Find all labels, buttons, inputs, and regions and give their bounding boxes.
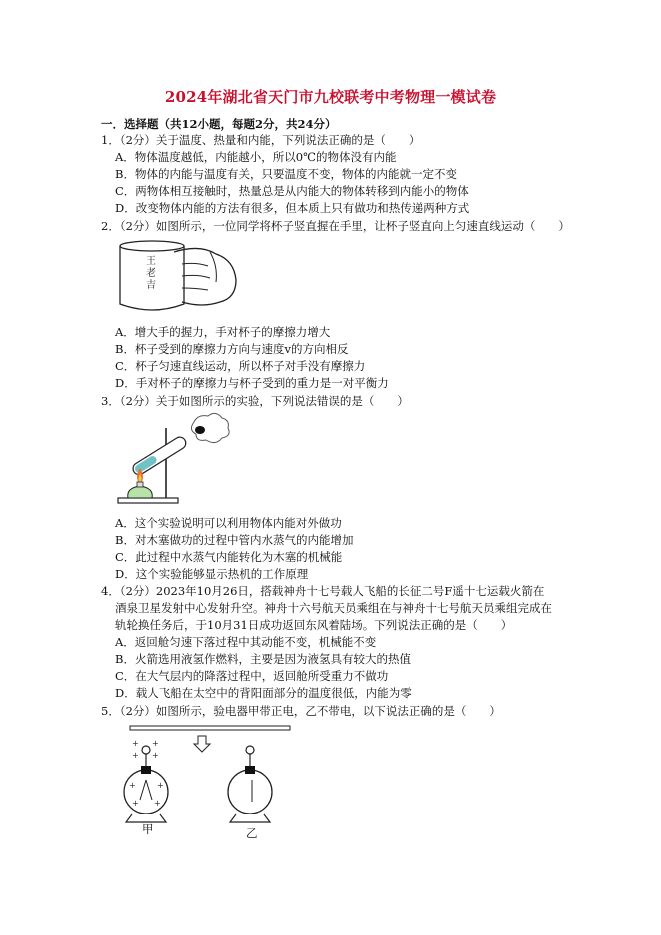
down-arrow-icon [194, 736, 210, 752]
q4-option-c: C．在大气层内的降落过程中，返回舱所受重力不做功 [115, 669, 389, 683]
q3-option-c: C．此过程中水蒸气内能转化为木塞的机械能 [115, 550, 343, 564]
section-heading: 一．选择题（共12小题，每题2分，共24分） [101, 117, 337, 131]
q4-option-a: A．返回舱匀速下落过程中其动能不变，机械能不变 [115, 635, 377, 649]
q4-option-d: D．载人飞船在太空中的背阳面部分的温度很低，内能为零 [115, 686, 412, 700]
q1-option-c: C．两物体相互接触时，热量总是从内能大的物体转移到内能小的物体 [115, 184, 469, 198]
svg-text:+: + [154, 799, 161, 808]
svg-text:+: + [132, 799, 139, 808]
electroscope-yi [228, 746, 272, 822]
svg-text:+: + [152, 739, 159, 748]
test-tube-steam-figure [112, 412, 232, 510]
q4-stem-line-2: 酒泉卫星发射中心发射升空。神舟十六号航天员乘组在与神舟十七号航天员乘组完成在 [115, 601, 552, 615]
q3-option-d: D．这个实验能够显示热机的工作原理 [115, 567, 309, 581]
q5-stem: 5．（2分）如图所示，验电器甲带正电，乙不带电，以下说法正确的是（ ） [101, 704, 501, 718]
q4-stem-line-1: 4．（2分）2023年10月26日，搭载神舟十七号载人飞船的长征二号F遥十七运载火箭在 [101, 584, 545, 598]
q2-stem: 2．（2分）如图所示，一位同学将杯子竖直握在手里，让杯子竖直向上匀速直线运动（ ） [101, 219, 570, 233]
svg-text:+: + [157, 781, 164, 790]
cup-in-hand-figure [112, 238, 244, 318]
electroscope-jia [124, 739, 168, 822]
q3-option-b: B．对木塞做功的过程中管内水蒸气的内能增加 [115, 533, 354, 547]
q3-stem: 3．（2分）关于如图所示的实验，下列说法错误的是（ ） [101, 394, 409, 408]
q3-option-a: A．这个实验说明可以利用物体内能对外做功 [115, 516, 342, 530]
svg-text:+: + [132, 739, 139, 748]
q1-option-d: D．改变物体内能的方法有很多，但本质上只有做功和热传递两种方式 [115, 201, 470, 215]
exam-title: 2024年湖北省天门市九校联考中考物理一模试卷 [164, 88, 497, 106]
svg-text:+: + [129, 781, 136, 790]
q4-option-b: B．火箭选用液氢作燃料，主要是因为液氢具有较大的热值 [115, 652, 411, 666]
q2-option-c: C．杯子匀速直线运动，所以杯子对手没有摩擦力 [115, 359, 366, 373]
q2-option-d: D．手对杯子的摩擦力与杯子受到的重力是一对平衡力 [115, 376, 389, 390]
cup-label-char-3: 吉 [146, 280, 156, 291]
q1-stem: 1．（2分）关于温度、热量和内能，下列说法正确的是（ ） [101, 133, 421, 147]
q2-option-a: A．增大手的握力，手对杯子的摩擦力增大 [115, 325, 331, 339]
label-jia: 甲 [142, 822, 154, 836]
label-yi: 乙 [246, 826, 258, 840]
q1-option-b: B．物体的内能与温度有关，只要温度不变，物体的内能就一定不变 [115, 167, 457, 181]
svg-text:+: + [152, 751, 159, 760]
q4-stem-line-3: 轨轮换任务后，于10月31日成功返回东风着陆场。下列说法正确的是（ ） [115, 618, 513, 632]
q1-option-a: A．物体温度越低，内能越小，所以0℃的物体没有内能 [115, 150, 397, 164]
svg-text:+: + [132, 751, 139, 760]
cup-label-char-2: 老 [146, 268, 156, 279]
q2-option-b: B．杯子受到的摩擦力方向与速度v的方向相反 [115, 342, 349, 356]
cup-label-char-1: 王 [146, 256, 156, 267]
